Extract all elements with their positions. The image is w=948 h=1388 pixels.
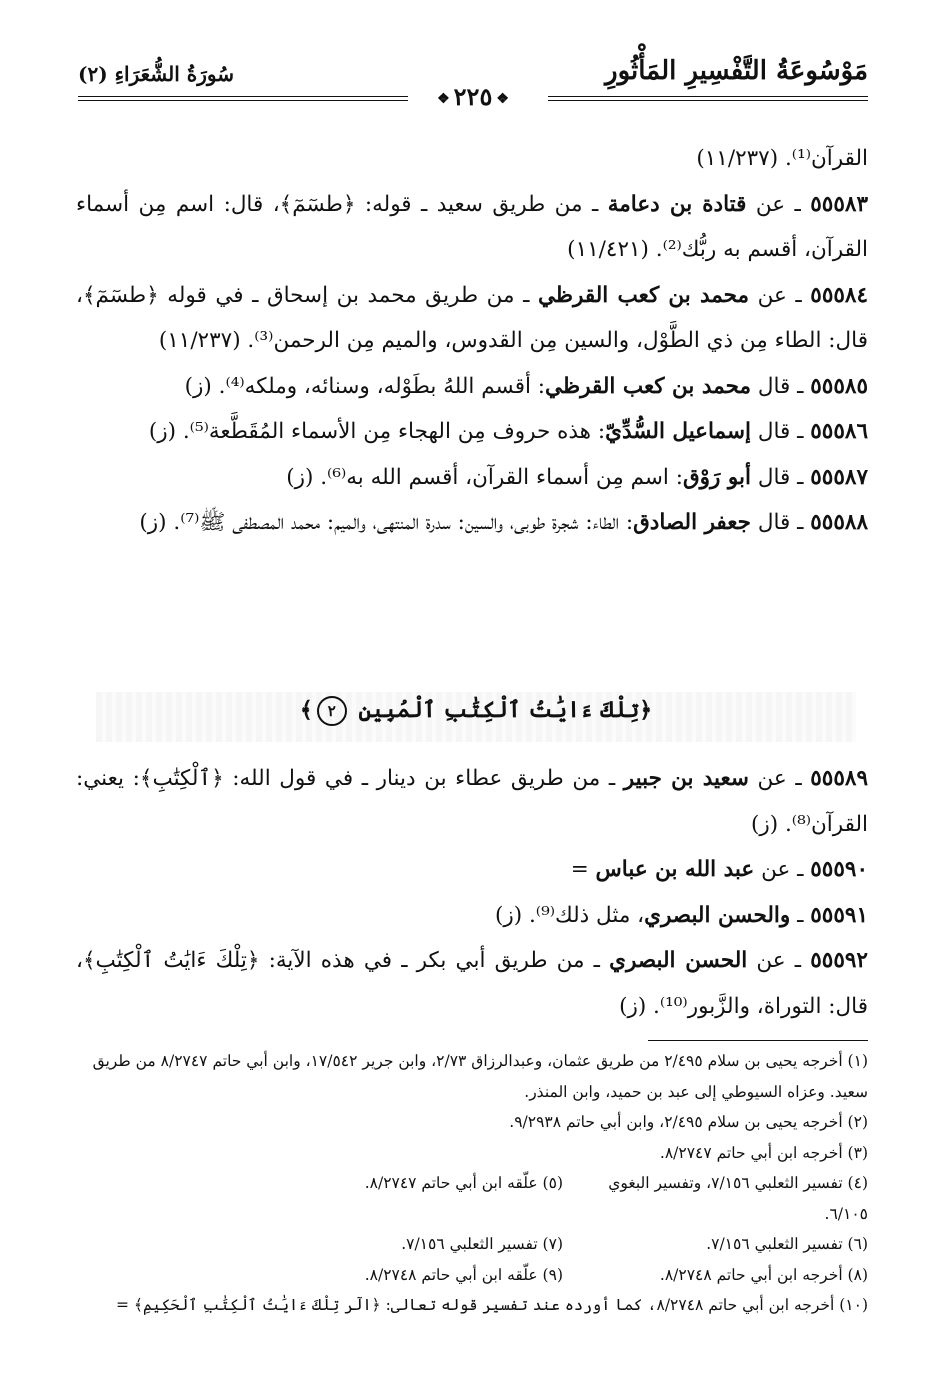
- entry-text: ـ قال: [750, 464, 811, 490]
- ayah-words: ﴿تِلْكَ ءَايَٰتُ ٱلْكِتَٰبِ ٱلْمُبِينِ: [358, 697, 653, 723]
- entry-number: ٥٥٥٨٣: [810, 191, 868, 217]
- entry-text: : أقسم اللهُ بطَوْله، وسنائه، وملكه⁽⁴⁾. (ز): [184, 373, 546, 399]
- narration-entry: [76, 756, 868, 847]
- ayah-number-badge: ٢: [317, 696, 347, 726]
- header-rule-left: [78, 96, 408, 101]
- page-number-value: ٢٢٥: [453, 82, 493, 111]
- ornament-icon: ❖: [437, 90, 450, 107]
- entry-number: ٥٥٥٩١: [810, 902, 868, 928]
- entry-text: ـ عن: [748, 766, 811, 791]
- footnote: (١٠) أخرجه ابن أبي حاتم ٨/٢٧٤٨، كما أورده عند تفسير قوله تعالى: ﴿الٓر تِلْكَ ءَايَٰتُ ٱلْكِتَٰبِ ٱلْحَكِيمِ﴾ =: [115, 1296, 868, 1314]
- footnote: (٢) أخرجه يحيى بن سلام ٢/٤٩٥، وابن أبي حاتم ٩/٢٩٣٨.: [509, 1113, 868, 1131]
- entry-text: ـ من طريق أبي بكر ـ في هذه الآية: ﴿تِلْكَ ءَايَٰتُ ٱلْكِتَٰبِ﴾، قال: التوراة، والزَّبور⁽¹⁰⁾. (ز): [76, 948, 868, 1019]
- surah-title: سُورَةُ الشُّعَرَاءِ (٢): [78, 62, 234, 86]
- narrator-name: والحسن البصري: [644, 902, 791, 928]
- entry-text: =: [570, 857, 596, 882]
- footnote: (٧) تفسير الثعلبي ٧/١٥٦.: [401, 1235, 563, 1253]
- narrator-name: عبد الله بن عباس: [595, 857, 755, 882]
- ayah-text: [96, 696, 856, 726]
- main-text: [76, 136, 868, 546]
- footnote: (٤) تفسير الثعلبي ٧/١٥٦، وتفسير البغوي ٦/١٠٥.: [608, 1174, 868, 1223]
- narrator-name: إسماعيل السُّدِّيّ: [605, 419, 751, 444]
- entry-number: ٥٥٥٨٤: [810, 282, 869, 308]
- entry-number: ٥٥٥٨٥: [810, 373, 868, 399]
- entry-text: : اسم مِن أسماء القرآن، أقسم الله به⁽⁶⁾. (ز): [286, 464, 683, 490]
- book-title: مَوْسُوعَةُ التَّفْسِيرِ المَأْثُورِ: [605, 56, 868, 86]
- footnote: (٣) أخرجه ابن أبي حاتم ٨/٢٧٤٧.: [659, 1143, 868, 1162]
- narrator-name: محمد بن كعب القرظي: [537, 282, 750, 308]
- footnote: (٩) علّقه ابن أبي حاتم ٨/٢٧٤٨.: [364, 1265, 563, 1284]
- footnote: (٥) علّقه ابن أبي حاتم ٨/٢٧٤٧.: [364, 1174, 563, 1192]
- entry-text: ـ عن: [749, 282, 811, 308]
- entry-text: ـ من طريق محمد بن إسحاق ـ في قوله ﴿طسٓمٓ﴾، قال: الطاء مِن ذي الطَّوْل، والسين مِن القدوس، والميم مِن الرحمن⁽³⁾. (١١/٢٣٧): [76, 282, 868, 353]
- narration-entry: [76, 273, 868, 364]
- entry-number: ٥٥٥٨٨: [810, 510, 868, 535]
- entry-text: : هذه حروف مِن الهجاء مِن الأسماء المُقَطَّعة⁽⁵⁾. (ز): [148, 419, 606, 444]
- entry-text: ، مثل ذلك⁽⁹⁾. (ز): [494, 902, 645, 928]
- footnote-row: [68, 1260, 868, 1291]
- narrator-name: محمد بن كعب القرظي: [545, 373, 751, 399]
- continuation-line: القرآن⁽¹⁾. (١١/٢٣٧): [696, 146, 868, 171]
- ornament-icon: ❖: [496, 90, 509, 107]
- entry-number: ٥٥٥٨٩: [810, 766, 868, 791]
- entry-text: ـ قال: [750, 510, 811, 535]
- footnote: (٦) تفسير الثعلبي ٧/١٥٦.: [706, 1235, 868, 1253]
- entry-text: ـ: [790, 902, 811, 928]
- footnote-separator: [648, 1040, 868, 1041]
- entry-text: ـ من طريق سعيد ـ قوله: ﴿طسٓمٓ﴾، قال: اسم مِن أسماء القرآن، أقسم به ربُّك⁽²⁾. (١١/٤٢١): [76, 191, 868, 262]
- footnote: (١) أخرجه يحيى بن سلام ٢/٤٩٥ من طريق عثمان، وعبدالرزاق ٢/٧٣، وابن جرير ١٧/٥٤٢، وابن أبي حاتم ٨/٢٧٤٧ من طريق سعيد. وعزاه السيوطي إلى عبد بن حميد، وابن المنذر.: [92, 1052, 868, 1101]
- entry-text: ـ عن: [747, 948, 811, 973]
- narrator-name: سعيد بن جبير: [623, 766, 749, 791]
- header-rule-right: [548, 96, 868, 101]
- narration-entry: [76, 364, 868, 410]
- entry-text: ـ من طريق عطاء بن دينار ـ في قول الله: ﴿ٱلْكِتَٰبِ﴾: يعني: القرآن⁽⁸⁾. (ز): [76, 766, 868, 837]
- entry-text: ـ قال: [750, 373, 811, 399]
- entry-text: : الطاء: شجرة طوبى، والسين: سدرة المنتهى، والميم: محمد المصطفى ﷺ⁽⁷⁾. (ز): [139, 510, 634, 535]
- narration-entry: [76, 847, 868, 893]
- entry-number: ٥٥٥٨٦: [810, 419, 868, 444]
- narration-entry: [76, 893, 868, 939]
- ayah-close-bracket: ﴾: [299, 697, 313, 723]
- footnote-row: [68, 1229, 868, 1260]
- page-number: [433, 82, 513, 111]
- narrator-name: قتادة بن دعامة: [607, 191, 747, 217]
- entry-number: ٥٥٥٩٠: [810, 857, 868, 882]
- narration-entry: [76, 182, 868, 273]
- narrator-name: جعفر الصادق: [633, 510, 751, 535]
- narration-entry: [76, 455, 868, 501]
- main-text-continued: [76, 756, 868, 1029]
- footnotes: [68, 1046, 868, 1321]
- entry-text: ـ قال: [750, 419, 811, 444]
- narrator-name: الحسن البصري: [609, 948, 748, 973]
- narration-entry: [76, 938, 868, 1029]
- footnote-row: [68, 1168, 868, 1229]
- entry-number: ٥٥٥٩٢: [810, 948, 868, 973]
- page-header: [78, 52, 868, 114]
- footnote: (٨) أخرجه ابن أبي حاتم ٨/٢٧٤٨.: [659, 1265, 868, 1284]
- entry-text: ـ عن: [754, 857, 811, 882]
- ayah-banner: [96, 686, 856, 748]
- narrator-name: أبو رَوْق: [682, 464, 751, 490]
- entry-number: ٥٥٥٨٧: [810, 464, 868, 490]
- narration-entry: [76, 409, 868, 455]
- narration-entry: [76, 500, 868, 546]
- entry-text: ـ عن: [746, 191, 811, 217]
